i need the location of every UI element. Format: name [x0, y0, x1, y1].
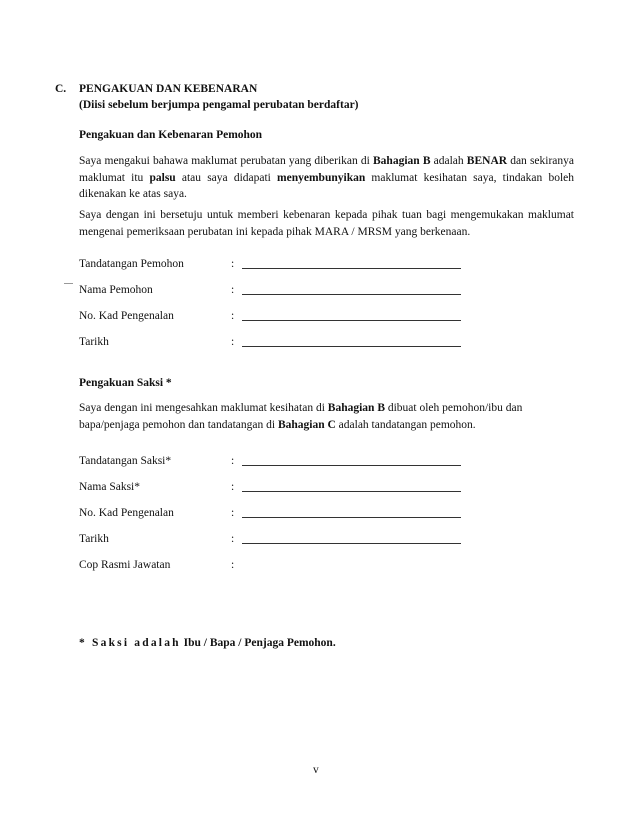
- witness-footnote: [79, 637, 336, 649]
- witness-signature-line[interactable]: [242, 455, 461, 466]
- field-colon: :: [231, 481, 235, 493]
- section-heading: [55, 83, 257, 95]
- field-colon: :: [231, 507, 235, 519]
- margin-mark: [64, 283, 73, 284]
- witness-name-line[interactable]: [242, 481, 461, 492]
- field-colon: :: [231, 455, 235, 467]
- page-number: v: [313, 764, 319, 776]
- witness-declaration-paragraph: [79, 400, 574, 433]
- bold-run: palsu: [149, 171, 176, 184]
- text-run: Saya dengan ini mengesahkan maklumat kesihatan di: [79, 402, 328, 414]
- applicant-name-line[interactable]: [242, 284, 461, 295]
- applicant-signature-label: Tandatangan Pemohon: [79, 258, 184, 270]
- footnote-text: Ibu / Bapa / Penjaga Pemohon.: [180, 637, 336, 649]
- applicant-declaration-paragraph: [79, 153, 574, 203]
- witness-ic-line[interactable]: [242, 507, 461, 518]
- applicant-consent-paragraph: Saya dengan ini bersetuju untuk memberi kebenaran kepada pihak tuan bagi mengemukakan maklumat mengenai pemeriksaan perubatan ini kepada pihak MARA / MRSM yang berkenaan.: [79, 209, 574, 238]
- witness-date-line[interactable]: [242, 533, 461, 544]
- section-subtitle: (Diisi sebelum berjumpa pengamal perubatan berdaftar): [79, 99, 359, 111]
- text-run: Saya mengakui bahawa maklumat perubatan yang diberikan di: [79, 155, 374, 167]
- bold-run: menyembunyikan: [277, 171, 366, 184]
- field-colon: :: [231, 559, 235, 571]
- text-run: adalah tandatangan pemohon.: [335, 418, 476, 431]
- applicant-heading: Pengakuan dan Kebenaran Pemohon: [79, 129, 263, 141]
- witness-name-label: Nama Saksi*: [79, 481, 141, 493]
- text-run: atau saya didapati: [175, 171, 278, 184]
- applicant-signature-line[interactable]: [242, 258, 461, 269]
- bold-run: Bahagian B: [327, 402, 385, 414]
- official-stamp-label: Cop Rasmi Jawatan: [79, 559, 171, 571]
- applicant-date-line[interactable]: [242, 336, 461, 347]
- witness-heading: Pengakuan Saksi *: [79, 377, 172, 389]
- field-colon: :: [231, 284, 235, 296]
- section-title: PENGAKUAN DAN KEBENARAN: [79, 83, 258, 95]
- section-letter: C.: [55, 83, 67, 95]
- bold-run: Bahagian C: [277, 418, 336, 431]
- witness-date-label: Tarikh: [79, 533, 109, 545]
- field-colon: :: [231, 533, 235, 545]
- field-colon: :: [231, 258, 235, 270]
- field-colon: :: [231, 310, 235, 322]
- text-run: adalah: [430, 155, 467, 167]
- text-run: dibuat oleh pemohon/ibu dan bapa/penjaga pemohon dan tandatangan di: [79, 402, 523, 431]
- applicant-date-label: Tarikh: [79, 336, 109, 348]
- footnote-spaced-text: * Saksi adalah: [79, 637, 181, 649]
- witness-ic-label: No. Kad Pengenalan: [79, 507, 174, 519]
- applicant-name-label: Nama Pemohon: [79, 284, 153, 296]
- bold-run: BENAR: [466, 155, 508, 167]
- field-colon: :: [231, 336, 235, 348]
- applicant-ic-line[interactable]: [242, 310, 461, 321]
- text-run: dan sekiranya maklumat itu: [79, 155, 575, 184]
- witness-signature-label: Tandatangan Saksi*: [79, 455, 172, 467]
- applicant-ic-label: No. Kad Pengenalan: [79, 310, 174, 322]
- text-run: maklumat kesihatan saya, tindakan boleh dikenakan ke atas saya.: [79, 171, 574, 200]
- bold-run: Bahagian B: [373, 155, 431, 167]
